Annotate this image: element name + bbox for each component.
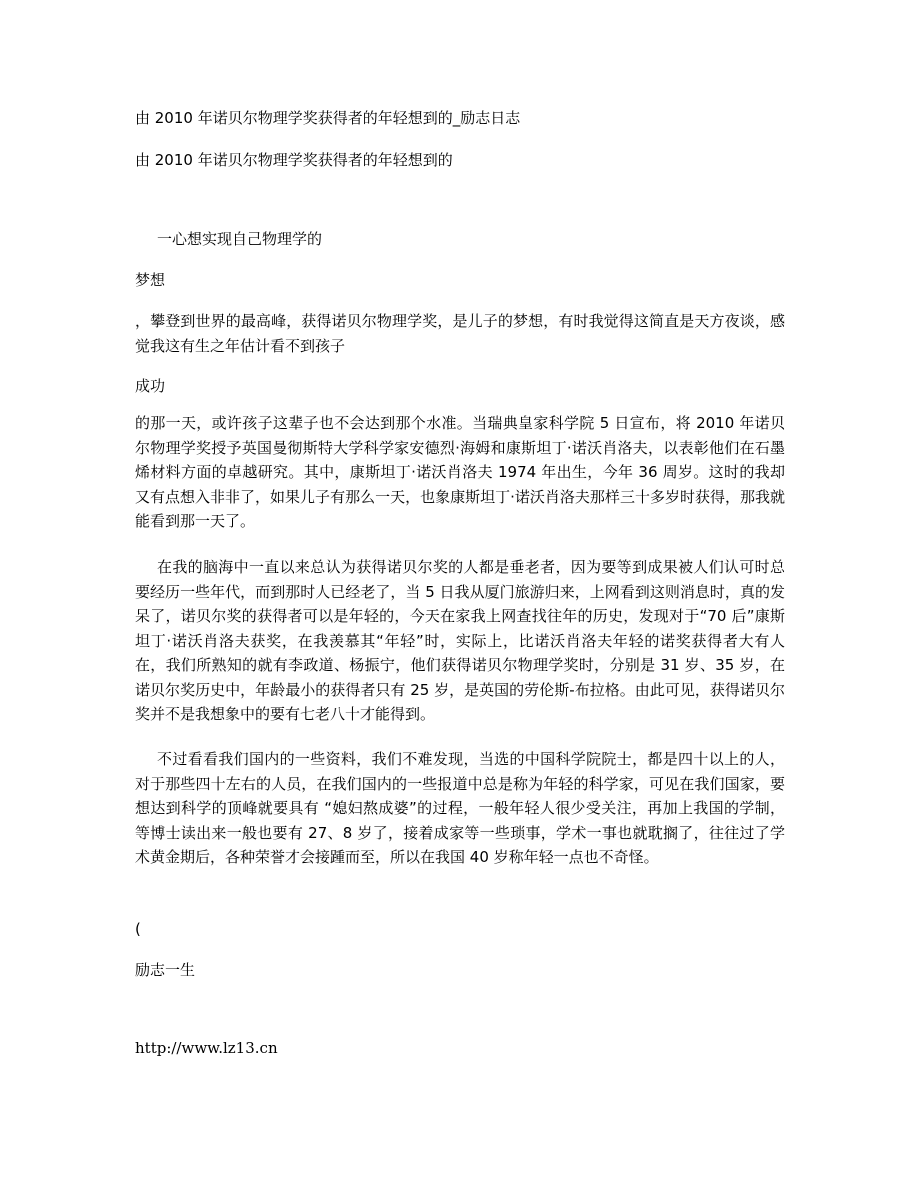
- document-subtitle: 由 2010 年诺贝尔物理学奖获得者的年轻想到的: [135, 151, 453, 169]
- source-url: http://www.lz13.cn: [135, 1039, 278, 1057]
- paragraph-2: 梦想: [135, 271, 166, 289]
- paragraph-6: 在我的脑海中一直以来总认为获得诺贝尔奖的人都是垂老者，因为要等到成果被人们认可时总要经历一些年代，而到那时人已经老了，当 5 日我从厦门旅游归来，上网看到这则消息时，真的发呆了，诺贝尔奖的获得者可以是年轻的，今天在家我上网查找往年的历史，发现对于“70 后”康斯坦丁·诺沃肖洛夫获奖，在我羡慕其“年轻”时，实际上，比诺沃肖洛夫年轻的诺奖获得者大有人在，我们所熟知的就有李政道、杨振宁，他们获得诺贝尔物理学奖时，分别是 31 岁、35 岁，在诺贝尔奖历史中，年龄最小的获得者只有 25 岁，是英国的劳伦斯-布拉格。由此可见，获得诺贝尔奖并不是我想象中的要有七老八十才能得到。: [135, 558, 785, 723]
- paragraph-1: 一心想实现自己物理学的: [157, 230, 323, 248]
- paragraph-8: (: [135, 920, 141, 938]
- paragraph-9: 励志一生: [135, 961, 196, 979]
- document-title: 由 2010 年诺贝尔物理学奖获得者的年轻想到的_励志日志: [135, 109, 521, 127]
- paragraph-4: 成功: [135, 377, 166, 395]
- paragraph-7: 不过看看我们国内的一些资料，我们不难发现，当选的中国科学院院士，都是四十以上的人，对于那些四十左右的人员，在我们国内的一些报道中总是称为年轻的科学家，可见在我们国家，要想达到科学的顶峰就要具有 “媳妇熬成婆”的过程，一般年轻人很少受关注，再加上我国的学制，等博士读出来一般也要有 27、8 岁了，接着成家等一些琐事，学术一事也就耽搁了，往往过了学术黄金期后，各种荣誉才会接踵而至，所以在我国 40 岁称年轻一点也不奇怪。: [135, 750, 785, 866]
- paragraph-5: 的那一天，或许孩子这辈子也不会达到那个水准。当瑞典皇家科学院 5 日宣布，将 2010 年诺贝尔物理学奖授予英国曼彻斯特大学科学家安德烈·海姆和康斯坦丁·诺沃肖洛夫，以表彰他们在石墨烯材料方面的卓越研究。其中，康斯坦丁·诺沃肖洛夫 1974 年出生，今年 36 周岁。这时的我却又有点想入非非了，如果儿子有那么一天，也象康斯坦丁·诺沃肖洛夫那样三十多岁时获得，那我就能看到那一天了。: [135, 414, 785, 530]
- paragraph-3: ，攀登到世界的最高峰，获得诺贝尔物理学奖，是儿子的梦想，有时我觉得这简直是天方夜谈，感觉我这有生之年估计看不到孩子: [135, 312, 785, 355]
